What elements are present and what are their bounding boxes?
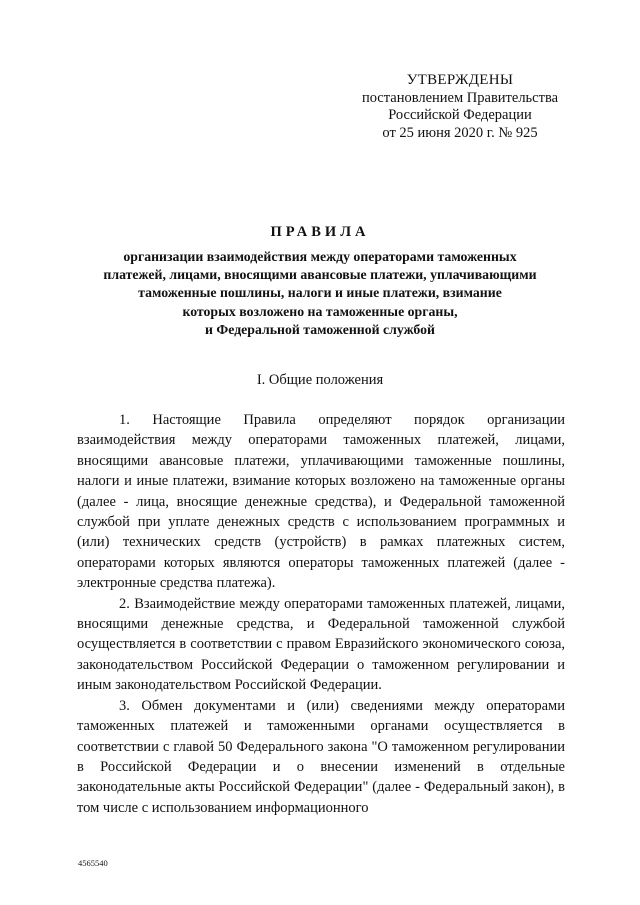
approval-line-1: постановлением Правительства [361, 89, 559, 106]
subtitle-line-1: организации взаимодействия между операторами таможенных [123, 249, 517, 264]
subtitle-line-4: которых возложено на таможенные органы, [182, 303, 458, 319]
subtitle-line-3: таможенные пошлины, налоги и иные платежи, взимание [138, 285, 502, 301]
subtitle-line-5: и Федеральной таможенной службой [205, 321, 435, 337]
document-code: 4565540 [78, 858, 108, 868]
document-subtitle [90, 248, 550, 339]
approval-line-2: Российской Федерации [388, 107, 532, 123]
subtitle-line-2: платежей, лицами, вносящими авансовые платежи, уплачивающими [103, 267, 537, 283]
section-heading: I. Общие положения [256, 372, 384, 388]
paragraph-2: 2. Взаимодействие между операторами таможенных платежей, лицами, вносящими денежные средства, и Федеральной таможенной службой осуществляется в соответствии с правом Евразийского экономического союза, законодательством Российской Федерации о таможенном регулировании и иным законодательством Российской Федерации. [77, 595, 565, 694]
approval-block [340, 72, 580, 142]
paragraph-3: 3. Обмен документами и (или) сведениями между операторами таможенных платежей и таможенными органами осуществляется в соответствии с главой 50 Федерального закона "О таможенном регулировании в Российской Федерации и о внесении изменений в отдельные законодательные акты Российской Федерации" (далее - Федеральный закон), в том числе с использованием информационного [77, 697, 565, 816]
approval-heading: УТВЕРЖДЕНЫ [406, 72, 514, 88]
approval-line-3: от 25 июня 2020 г. № 925 [382, 124, 538, 141]
document-body [77, 410, 565, 818]
document-title: ПРАВИЛА [270, 224, 370, 240]
paragraph-1: 1. Настоящие Правила определяют порядок организации взаимодействия между операторами таможенных платежей, лицами, вносящими авансовые платежи, уплачивающими таможенные пошлины, налоги и иные платежи, взимание которых возложено на таможенные органы (далее - лица, вносящие денежные средства), и Федеральной таможенной службой при уплате денежных средств с использованием программных и (или) технических средств (устройств) в рамках платежных систем, операторами которых являются операторы таможенных платежей (далее - электронные средства платежа). [77, 412, 565, 592]
